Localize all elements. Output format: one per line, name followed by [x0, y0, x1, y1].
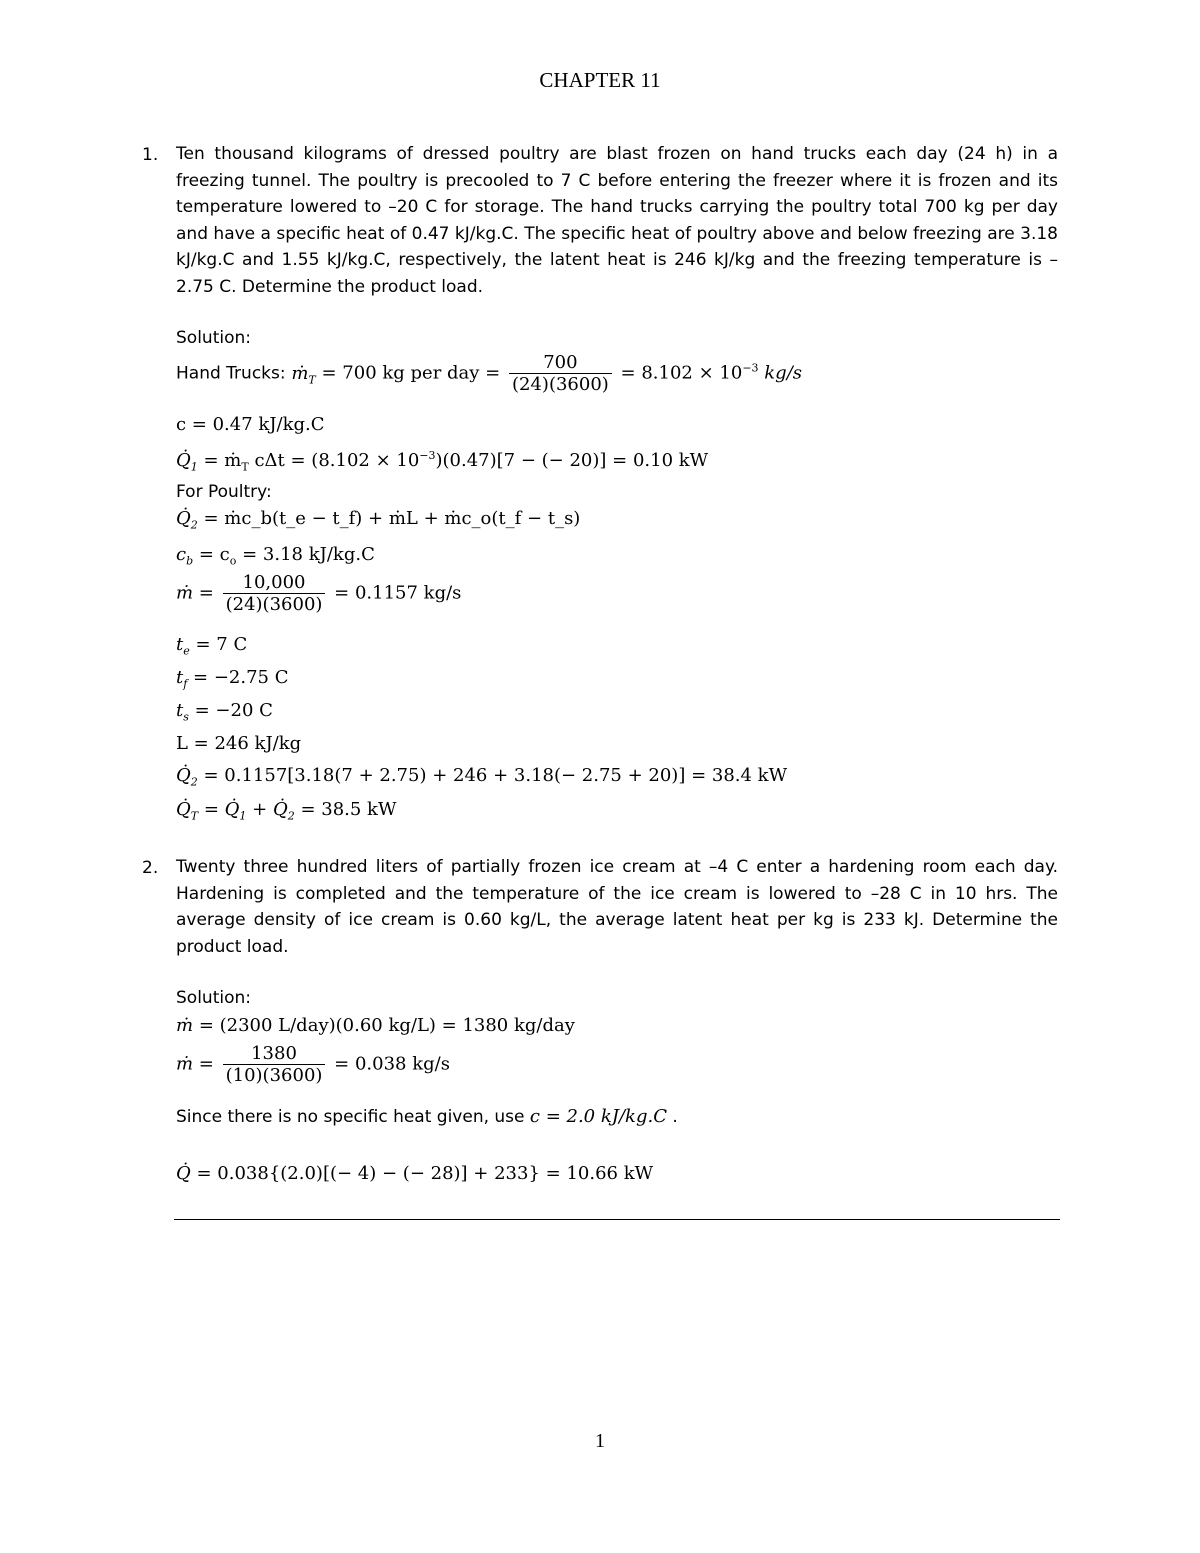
- hand-trucks-fraction: [509, 352, 612, 395]
- problem-1-solution-label: Solution:: [176, 328, 251, 348]
- fraction-denominator: (24)(3600): [509, 373, 612, 395]
- for-poultry-label: For Poultry:: [176, 482, 272, 502]
- m-dot-rate-result: = 0.038 kg/s: [334, 1053, 450, 1075]
- fraction-denominator: (10)(3600): [223, 1064, 326, 1086]
- ts-equation: $t_s = -20$ C: [176, 700, 273, 724]
- m-dot-daily-equation: ṁ = (2300 L/day)(0.60 kg/L) = 1380 kg/day: [176, 1015, 575, 1036]
- q1-left: = ṁ: [203, 450, 242, 471]
- page-number: 1: [595, 1430, 605, 1452]
- problem-2-statement: Twenty three hundred liters of partially frozen ice cream at –4 C enter a hardening room each day. Hardening is completed and the temperature of the ice cream is lowered to –28 C in 10 hrs. The average density of ice cream is 0.60 kg/L, the average latent heat per kg is 233 kJ. Determine the product load.: [176, 857, 1058, 957]
- q1-right: )(0.47)[7 − (− 20)] = 0.10 kW: [435, 450, 709, 471]
- m-dot-result: = 0.1157 kg/s: [334, 582, 462, 604]
- m-dot-t-symbol: ṁ$_T$: [291, 362, 316, 387]
- cb-equals: = c: [198, 544, 230, 565]
- problem-2-solution-label: Solution:: [176, 988, 251, 1008]
- ts-value: = −20 C: [194, 700, 273, 721]
- hand-trucks-mid: = 700 kg per day =: [321, 362, 501, 384]
- problem-1-number: 1.: [142, 145, 159, 165]
- fraction-numerator: 1380: [251, 1043, 297, 1064]
- m-dot-rate-equation: ṁ = $\frac{1380}{(10)(3600)}$ = 0.038 kg/s: [176, 1043, 450, 1086]
- hand-trucks-label: Hand Trucks:: [176, 363, 286, 384]
- q1-exponent: −3: [419, 449, 436, 462]
- hand-trucks-unit: kg/s: [764, 362, 802, 384]
- qt-calculation: $Q̇_T$ = $Q̇_1$ + $Q̇_2 = 38.5$ kW: [176, 799, 397, 823]
- fraction-denominator: (24)(3600): [223, 593, 326, 615]
- specific-heat-note: [176, 1106, 678, 1127]
- c-equation: c = 0.47 kJ/kg.C: [176, 414, 325, 435]
- chapter-title: CHAPTER 11: [539, 68, 661, 92]
- q1-symbol: $Q̇_1$: [176, 450, 198, 474]
- m-dot-equation: ṁ = $\frac{10,000}{(24)(3600)}$ = 0.1157 kg/s: [176, 572, 462, 615]
- fraction-numerator: 10,000: [242, 572, 306, 593]
- tf-equation: $t_f = -2.75$ C: [176, 667, 289, 691]
- qt-result: = 38.5 kW: [300, 799, 397, 820]
- q2-calculation-text: = 0.1157[3.18(7 + 2.75) + 246 + 3.18(− 2.75 + 20)] = 38.4 kW: [203, 765, 788, 786]
- hand-trucks-exponent: −3: [742, 361, 759, 375]
- latent-heat-equation: L = 246 kJ/kg: [176, 733, 302, 754]
- q2-formula: $Q̇_2$ = ṁc_b(t_e − t_f) + ṁL + ṁc_o(t_f − t_s): [176, 508, 581, 532]
- q1-mid: cΔt = (8.102 × 10: [254, 450, 420, 471]
- note-equation: c = 2.0 kJ/kg.C: [529, 1106, 667, 1127]
- tf-value: = −2.75 C: [193, 667, 289, 688]
- q-calculation: Q̇ = 0.038{(2.0)[(− 4) − (− 28)] + 233} = 10.66 kW: [176, 1163, 654, 1184]
- problem-2-number: 2.: [142, 858, 159, 878]
- fraction-numerator: 700: [543, 352, 578, 373]
- problem-1-statement: Ten thousand kilograms of dressed poultry are blast frozen on hand trucks each day (24 h) in a freezing tunnel. The poultry is precooled to 7 C before entering the freezer where it is frozen and its temperature lowered to –20 C for storage. The hand trucks carrying the poultry total 700 kg per day and have a specific heat of 0.47 kJ/kg.C. The specific heat of poultry above and below freezing are 3.18 kJ/kg.C and 1.55 kJ/kg.C, respectively, the latent heat is 246 kJ/kg and the freezing temperature is –2.75 C. Determine the product load.: [176, 144, 1058, 297]
- te-equation: $t_e = 7$ C: [176, 634, 248, 658]
- m-dot-daily-text: = (2300 L/day)(0.60 kg/L) = 1380 kg/day: [198, 1015, 575, 1036]
- q1-equation: $Q̇_1$ = ṁ$_T$ $c\Delta t = (8.102 \times 10^{-3})(0.47)[7$ − (− 20)] = 0.10 kW: [176, 449, 709, 474]
- m-dot-rate-fraction: [223, 1043, 326, 1086]
- m-dot-fraction: [223, 572, 326, 615]
- cb-equation: $c_b = c_o = 3.18$ kJ/kg.C: [176, 544, 375, 568]
- note-end: .: [672, 1107, 678, 1127]
- te-value: = 7 C: [195, 634, 248, 655]
- note-text: Since there is no specific heat given, use: [176, 1107, 525, 1127]
- q2-calculation: $Q̇_2 = 0.1157[3.18(7 + 2.75) + 246 + 3.18(- 2.75 + 20)] = 38.4$ kW: [176, 765, 788, 789]
- hand-trucks-equation: [176, 352, 802, 395]
- hand-trucks-result: = 8.102 × 10: [620, 362, 743, 384]
- horizontal-rule: [174, 1219, 1060, 1220]
- q-calculation-text: = 0.038{(2.0)[(− 4) − (− 28)] + 233} = 10.66 kW: [196, 1163, 654, 1184]
- q2-formula-text: = ṁc_b(t_e − t_f) + ṁL + ṁc_o(t_f − t_s): [203, 508, 581, 529]
- cb-value: = 3.18 kJ/kg.C: [242, 544, 375, 565]
